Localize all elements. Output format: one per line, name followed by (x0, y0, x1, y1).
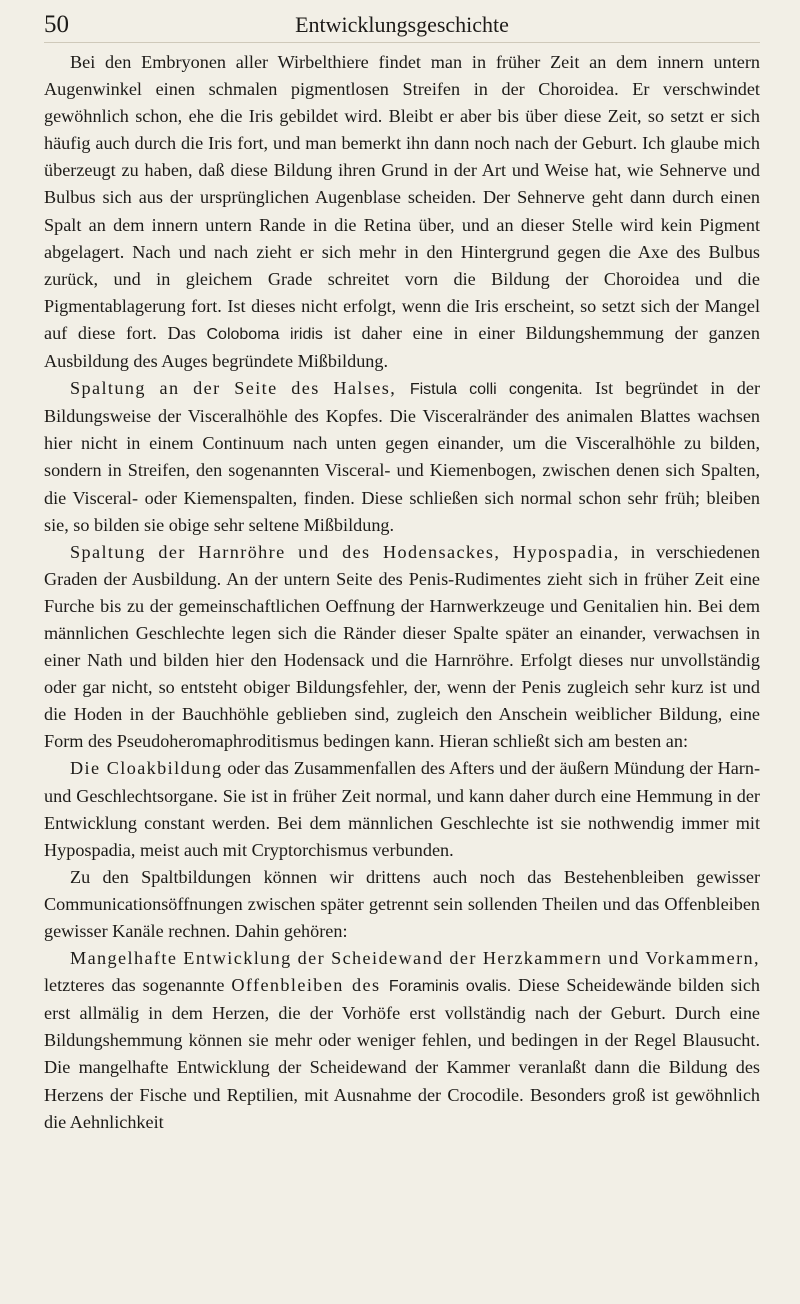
coloboma-text-2: ist daher eine in einer Bildungshemmung der ganzen Ausbildung des Auges begründete Mißbildung. (44, 322, 761, 372)
paragraph-hypospadia (44, 539, 760, 756)
foramen-ovale-term: Foraminis ovalis. (388, 978, 512, 996)
septum-text-1: letzteres das sogenannte (44, 975, 232, 996)
fistula-term: Fistula colli congenita. (409, 381, 583, 399)
paragraph-septum-defect (44, 945, 760, 1136)
paragraph-fistula-colli (44, 375, 760, 539)
coloboma-term: Coloboma iridis (206, 325, 323, 343)
paragraph-coloboma (44, 49, 760, 375)
running-head: Entwicklungsgeschichte (295, 12, 509, 37)
cloakbildung-heading: Die Cloakbildung (70, 758, 223, 779)
coloboma-text-1: Bei den Embryonen aller Wirbelthiere findet man in früher Zeit an dem innern untern Augenwinkel einen schmalen pigmentlosen Streifen in der Choroidea. Er verschwindet gewöhnlich schon, ehe die Iris gebildet wird. Bleibt er aber bis über diese Zeit, so setzt er sich häufig auch durch die Iris fort, und man bemerkt ihn dann noch nach der Geburt. Ich glaube mich überzeugt zu haben, daß diese Bildung ihren Grund in der Art und Weise hat, wie Sehnerve und Bulbus sich aus der ursprünglichen Augenblase scheiden. Der Sehnerve geht dann durch einen Spalt an dem innern untern Rande in die Retina über, und an dieser Stelle wird kein Pigment abgelagert. Nach und nach zieht er sich mehr in den Hintergrund gegen die Axe des Bulbus zurück, und in gleichem Grade schreitet vorn die Bildung der Choroidea und die Pigmentablagerung fort. Ist dieses nicht erfolgt, wenn die Iris erscheint, so setzt sich der Mangel auf diese fort. Das (44, 52, 760, 343)
page-header (44, 8, 760, 43)
page-number: 50 (44, 11, 69, 38)
fistula-text: Ist begründet in der Bildungsweise der Visceralhöhle des Kopfes. Die Visceralränder des animalen Blattes wachsen hier nicht in einem Continuum nach unten gegen einander, um die Visceralhöhle zu bilden, sondern in Streifen, den sogenannten Visceral- und Kiemenbogen, zwischen denen sich Spalten, die Visceral- oder Kiemenspalten, finden. Diese schließen sich normal schon sehr früh; bleiben sie, so bilden sie obige sehr seltene Mißbildung. (44, 378, 760, 535)
hypospadia-text: in verschiedenen Graden der Ausbildung. An der untern Seite des Penis-Rudimentes zieht sich in früher Zeit eine Furche bis zu der gemeinschaftlichen Oeffnung der Harnwerkzeuge und Genitalien hin. Bei dem männlichen Geschlechte legen sich die Ränder dieser Spalte später an einander, verwachsen in einer Nath und bilden hier den Hodensack und die Harnröhre. Erfolgt dieses nur unvollständig oder gar nicht, so entsteht obiger Bildungsfehler, der, wenn der Penis zugleich sehr kurz ist und die Hoden in der Bauchhöhle geblieben sind, zugleich den Anschein weiblicher Bildung, eine Form des Pseudoheromaphroditismus bedingen kann. Hieran schließt sich am besten an: (44, 541, 760, 752)
paragraph-communication-openings (44, 864, 760, 945)
septum-text-2: Diese Scheidewände bilden sich erst allmälig in dem Herzen, die der Vorhöfe erst vollständig nach der Geburt. Durch eine Bildungshemmung können sie mehr oder weniger fehlen, und bedingen in der Regel Blausucht. Die mangelhafte Entwicklung der Scheidewand der Kammer veranlaßt dann die Bildung des Herzens der Fische und Reptilien, mit Ausnahme der Crocodile. Besonders groß ist gewöhnlich die Aehnlichkeit (44, 975, 760, 1132)
fistula-heading: Spaltung an der Seite des Halses, (70, 378, 410, 399)
communication-text: Zu den Spaltbildungen können wir drittens auch noch das Bestehenbleiben gewisser Communicationsöffnungen zwischen später getrennt sein sollenden Theilen und das Offenbleiben gewisser Kanäle rechnen. Dahin gehören: (44, 866, 760, 941)
septum-term: Offenbleiben des (231, 975, 389, 996)
body-text (44, 49, 760, 1136)
cloakbildung-text: oder das Zusammenfallen des Afters und der äußern Mündung der Harn- und Geschlechtsorgane. Sie ist in früher Zeit normal, und kann daher durch eine Hemmung in der Entwicklung constant werden. Bei dem männlichen Geschlechte ist sie nothwendig immer mit Hypospadia, meist auch mit Cryptorchismus verbunden. (44, 758, 760, 860)
paragraph-cloakbildung (44, 755, 760, 863)
hypospadia-heading: Spaltung der Harnröhre und des Hodensackes, Hypospadia, (70, 541, 620, 562)
septum-heading: Mangelhafte Entwicklung der Scheidewand der Herzkammern und Vorkammern, (70, 948, 760, 969)
